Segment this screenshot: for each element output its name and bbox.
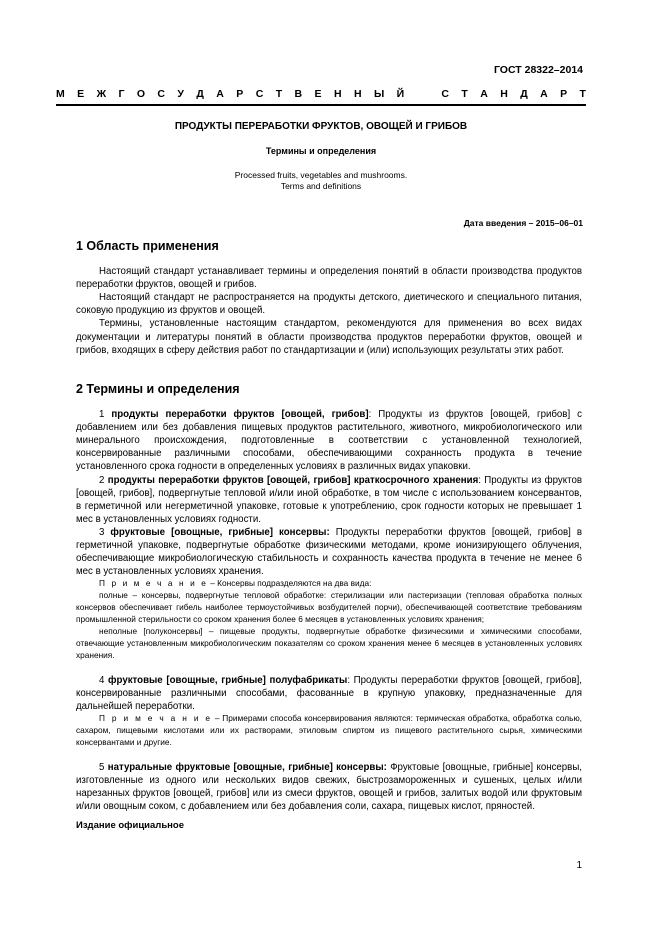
banner-letter: Д <box>520 88 528 100</box>
banner-letter: Н <box>500 88 508 100</box>
note-label: П р и м е ч а н и е <box>99 712 213 723</box>
banner-letter: А <box>480 88 488 100</box>
note-text: – Консервы подразделяются на два вида: <box>207 578 372 589</box>
term-name: продукты переработки фруктов [овощей, грибов] <box>111 409 369 421</box>
term-number: 3 <box>99 526 105 538</box>
banner-letter: Г <box>118 88 125 100</box>
section-scope <box>76 240 582 357</box>
interstate-standard-banner <box>56 88 586 100</box>
term-definition: : Продукты переработки фруктов [овощей, грибов], консервированные различными способами, фасованные в крупную упаковку, предназначенные для дальнейшей переработки. <box>76 674 582 712</box>
term-entry <box>76 674 582 713</box>
banner-letter: Н <box>333 88 342 100</box>
term-entry <box>76 408 582 473</box>
term-entry <box>76 526 582 578</box>
banner-letter: Е <box>77 88 85 100</box>
banner-letter: Ы <box>373 88 385 100</box>
banner-letter: Й <box>396 88 405 100</box>
banner-letter: В <box>294 88 303 100</box>
term-name: фруктовые [овощные, грибные] полуфабрикаты <box>108 674 348 686</box>
term-number: 1 <box>99 409 105 421</box>
term-definition: : Продукты из фруктов [овощей, грибов], подвергнутые тепловой и/или иной обработке, в том числе с использованием консервантов, в герметичной или негерметичной упаковке, готовые к употреблению, срок годности которых не превышает 1 мес в установленных условиях годности. <box>76 474 582 525</box>
term-definition: : Продукты из фруктов [овощей, грибов] с добавлением или без добавления пищевых продуктов растительного, животного, микробиологического или минерального происхождения, подготовленные в соответствии с установленной технологией, консервированные различными способами, обеспечивающими сохранность продукта в течение установленного срока годности в определенных условиях в различных видах упаковки. <box>76 409 582 473</box>
paragraph: Настоящий стандарт не распространяется на продукты детского, диетического и специального питания, соковую продукцию из фруктов и овощей. <box>76 292 582 317</box>
term-name: продукты переработки фруктов [овощей, грибов] краткосрочного хранения <box>107 474 479 486</box>
term-definition: Фруктовые [овощные, грибные] консервы, изготовленные из одного или нескольких видов свежих, быстрозамороженных и сушеных, целых и/или нарезанных фруктов [овощей, грибов] или из смеси фруктов, овощей и грибов, залитых водой или фруктовым и/или овощным соком, с добавлением или без добавления соли, сахара, пищевых кислот, пряностей. <box>76 761 582 812</box>
paragraph: Термины, установленные настоящим стандартом, рекомендуются для применения во всех видах документации и литературы понятий в области производства продуктов переработки фруктов, овощей и грибов, входящих в сферу действия работ по стандартизации и (или) использующих результаты этих работ. <box>76 318 582 356</box>
note-item: полные – консервы, подвергнутые тепловой обработке: стерилизации или пастеризации (тепловая обработка полных консервов обеспечивает гибель наиболее термоустойчивых возбудителей порчи), обеспечивающей соответствие требованиям промышленной стерильности со сроком хранения более 6 месяцев в установленных условиях хранения; <box>76 590 582 625</box>
english-subtitle: Terms and definitions <box>280 181 362 191</box>
publication-mark: Издание официальное <box>76 820 184 831</box>
banner-letter: Д <box>196 88 204 100</box>
note <box>76 578 582 590</box>
term-number: 5 <box>99 761 105 773</box>
introduction-date: Дата введения – 2015–06–01 <box>463 218 583 228</box>
note-label: П р и м е ч а н и е <box>99 578 208 589</box>
banner-letter: А <box>540 88 548 100</box>
section-heading: 2 Термины и определения <box>76 382 240 396</box>
banner-letter: Ж <box>96 88 107 100</box>
page-number: 1 <box>576 860 582 871</box>
document-title: ПРОДУКТЫ ПЕРЕРАБОТКИ ФРУКТОВ, ОВОЩЕЙ И ГРИБОВ <box>174 121 468 132</box>
note-text: – Примерами способа консервирования являются: термическая обработка, обработка солью, сахаром, пищевыми кислотами или их растворами, этиловым спиртом из пищевого растительного сырья, химическими консервантами и другие. <box>76 712 582 747</box>
banner-letter: Р <box>236 88 244 100</box>
term-entry <box>76 761 582 813</box>
banner-letter: Т <box>461 88 468 100</box>
header-divider <box>56 104 586 106</box>
note <box>76 713 582 749</box>
term-definition: Продукты переработки фруктов [овощей, грибов] в герметичной упаковке, подвергнутые обработке физическими методами, кроме ионизирующего облучения, обеспечивающие микробиологическую стабильность и сохранность качества продукта в течение не менее 6 мес в установленных условиях хранения. <box>76 526 582 578</box>
banner-letter: Т <box>275 88 283 100</box>
banner-letter: Е <box>314 88 322 100</box>
term-entry <box>76 474 582 526</box>
banner-letter: С <box>255 88 264 100</box>
banner-letter: С <box>441 88 449 100</box>
banner-letter: О <box>136 88 146 100</box>
english-title-block <box>56 170 586 192</box>
gost-number: ГОСТ 28322–2014 <box>493 64 583 76</box>
section-terms <box>76 383 582 813</box>
term-name: натуральные фруктовые [овощные, грибные] консервы: <box>107 761 387 773</box>
note-item: неполные [полуконсервы] – пищевые продукты, подвергнутые обработке физическими и химическими способами, отвечающие установленным микробиологическим показателям со сроком хранения менее 6 месяцев в установленных условиях хранения. <box>76 625 582 660</box>
banner-letter: Н <box>353 88 362 100</box>
english-title: Processed fruits, vegetables and mushrooms. <box>234 170 408 180</box>
term-number: 4 <box>99 674 105 686</box>
term-name: фруктовые [овощные, грибные] консервы: <box>110 526 330 538</box>
section-heading: 1 Область применения <box>76 239 219 253</box>
banner-letter: А <box>216 88 224 100</box>
banner-letter: М <box>56 88 65 100</box>
banner-letter: У <box>177 88 184 100</box>
paragraph: Настоящий стандарт устанавливает термины и определения понятий в области производства продуктов переработки фруктов, овощей и грибов. <box>76 266 582 291</box>
banner-letter: С <box>157 88 166 100</box>
document-subtitle: Термины и определения <box>265 146 377 156</box>
banner-letter: Т <box>579 88 586 100</box>
term-number: 2 <box>99 474 105 486</box>
banner-letter: Р <box>560 88 568 100</box>
